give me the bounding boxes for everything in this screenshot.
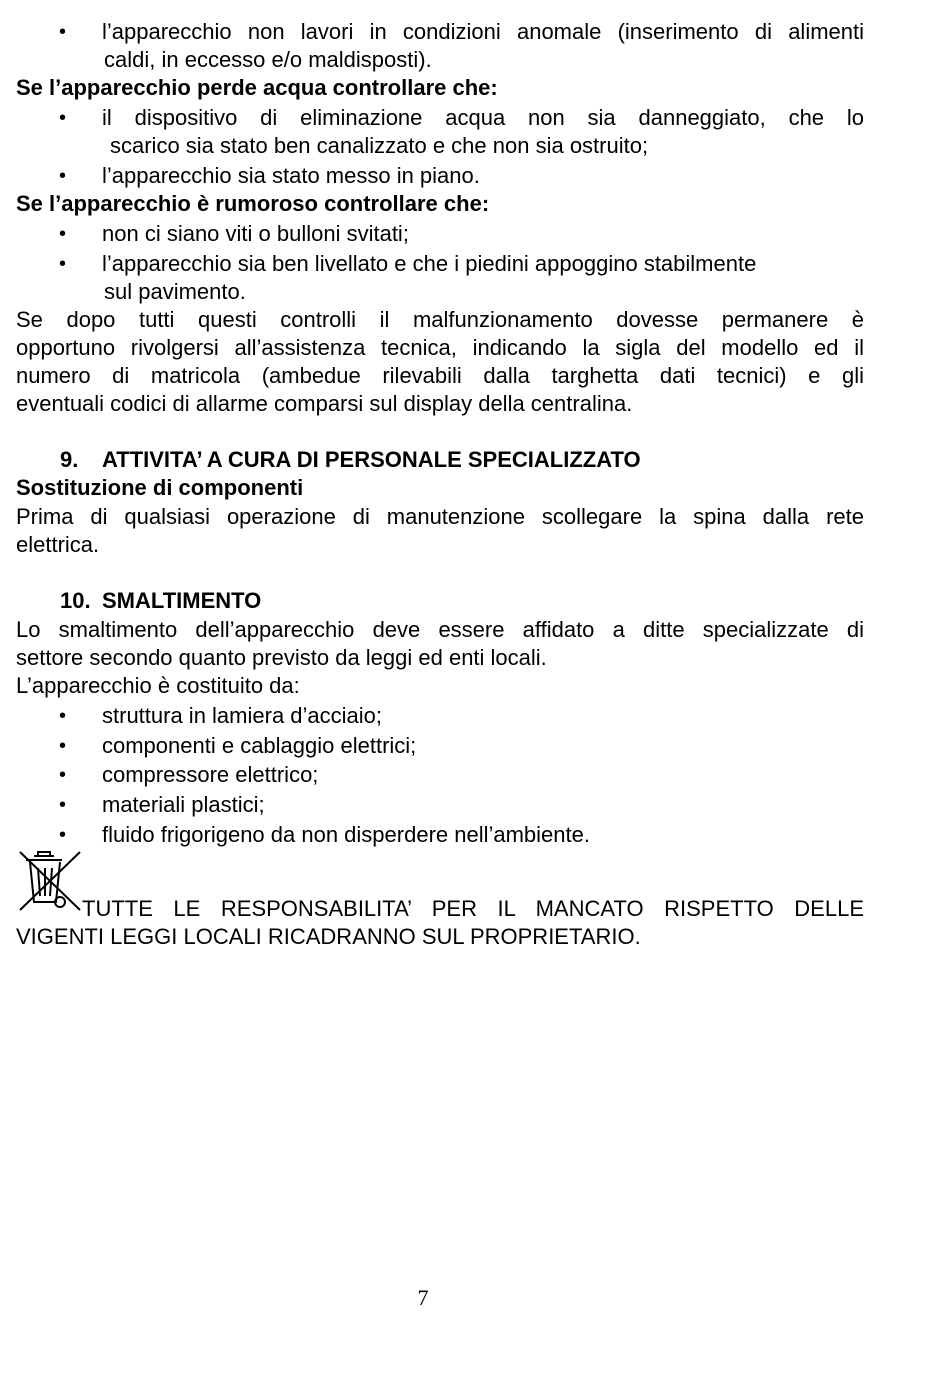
section-10-heading — [60, 587, 261, 615]
bullet-icon: • — [59, 764, 67, 786]
water-leak-item-1: il dispositivo di eliminazione acqua non sia danneggiato, che lo — [102, 105, 864, 130]
material-item: compressore elettrico; — [102, 762, 319, 787]
bullet-icon: • — [59, 21, 67, 43]
noise-heading: Se l’apparecchio è rumoroso controllare che: — [16, 191, 490, 216]
paragraph-line: Lo smaltimento dell’apparecchio deve essere affidato a ditte specializzate di — [16, 617, 864, 642]
bullet-icon: • — [59, 735, 67, 757]
warning-line: TUTTE LE RESPONSABILITA’ PER IL MANCATO RISPETTO DELLE — [82, 896, 864, 921]
material-item: componenti e cablaggio elettrici; — [102, 733, 417, 758]
water-leak-heading: Se l’apparecchio perde acqua controllare che: — [16, 75, 498, 100]
paragraph-line: eventuali codici di allarme comparsi sul display della centralina. — [16, 391, 633, 416]
paragraph-line: elettrica. — [16, 532, 100, 557]
material-item: materiali plastici; — [102, 792, 265, 817]
section-title: SMALTIMENTO — [102, 588, 262, 613]
bullet-icon: • — [59, 223, 67, 245]
page-number: 7 — [417, 1285, 429, 1310]
bullet-icon: • — [59, 165, 67, 187]
material-item: struttura in lamiera d’acciaio; — [102, 703, 383, 728]
material-item: fluido frigorigeno da non disperdere nell’ambiente. — [102, 822, 590, 847]
section-number: 10. — [60, 588, 91, 613]
noise-item-2-continuation: sul pavimento. — [104, 279, 246, 304]
noise-item-2: l’apparecchio sia ben livellato e che i piedini appoggino stabilmente — [102, 251, 757, 276]
bullet-icon: • — [59, 824, 67, 846]
bullet-item-text: l’apparecchio non lavori in condizioni anomale (inserimento di alimenti — [102, 19, 864, 44]
paragraph-line: settore secondo quanto previsto da leggi ed enti locali. — [16, 645, 547, 670]
paragraph-line: numero di matricola (ambedue rilevabili dalla targhetta dati tecnici) e gli — [16, 363, 864, 388]
bullet-icon: • — [59, 107, 67, 129]
bullet-icon: • — [59, 794, 67, 816]
composition-label: L’apparecchio è costituito da: — [16, 673, 300, 698]
water-leak-item-2: l’apparecchio sia stato messo in piano. — [102, 163, 480, 188]
warning-line: VIGENTI LEGGI LOCALI RICADRANNO SUL PROPRIETARIO. — [16, 924, 641, 949]
crossed-out-wheelie-bin-icon — [18, 850, 84, 914]
bullet-icon: • — [59, 705, 67, 727]
noise-item-1: non ci siano viti o bulloni svitati; — [102, 221, 409, 246]
paragraph-line: Se dopo tutti questi controlli il malfunzionamento dovesse permanere è — [16, 307, 864, 332]
section-9-subheading: Sostituzione di componenti — [16, 475, 304, 500]
paragraph-line: opportuno rivolgersi all’assistenza tecnica, indicando la sigla del modello ed il — [16, 335, 864, 360]
section-9-heading — [60, 446, 641, 474]
paragraph-line: Prima di qualsiasi operazione di manutenzione scollegare la spina dalla rete — [16, 504, 864, 529]
water-leak-item-1-continuation: scarico sia stato ben canalizzato e che non sia ostruito; — [110, 133, 649, 158]
bullet-icon: • — [59, 253, 67, 275]
section-number: 9. — [60, 447, 79, 472]
bullet-item-continuation: caldi, in eccesso e/o maldisposti). — [104, 47, 432, 72]
section-title: ATTIVITA’ A CURA DI PERSONALE SPECIALIZZATO — [102, 447, 641, 472]
